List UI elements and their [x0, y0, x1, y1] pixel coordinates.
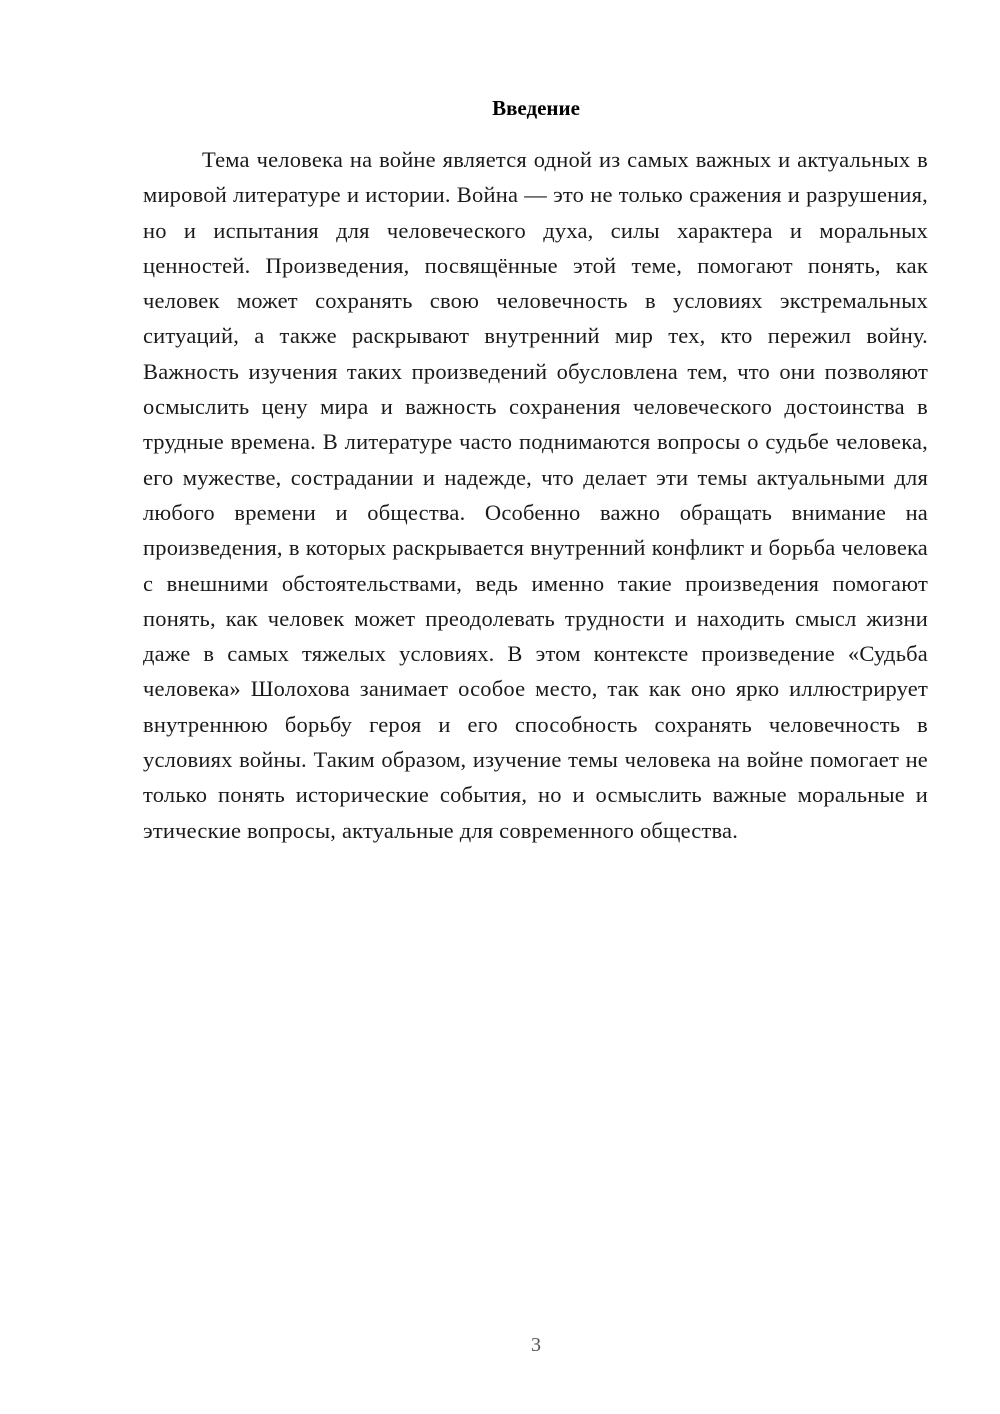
body-paragraph: Тема человека на войне является одной из самых важных и актуальных в мировой литературе и истории. Война — это не только сражения и разрушения, но и испытания для человеческого духа, силы характера и моральных ценностей. Произведения, посвящённые этой теме, помогают понять, как человек может сохранять свою человечность в условиях экстремальных ситуаций, а также раскрывают внутренний мир тех, кто пережил войну. Важность изучения таких произведений обусловлена тем, что они позволяют осмыслить цену мира и важность сохранения человеческого достоинства в трудные времена. В литературе часто поднимаются вопросы о судьбе человека, его мужестве, сострадании и надежде, что делает эти темы актуальными для любого времени и общества. Особенно важно обращать внимание на произведения, в которых раскрывается внутренний конфликт и борьба человека с внешними обстоятельствами, ведь именно такие произведения помогают понять, как человек может преодолевать трудности и находить смысл жизни даже в самых тяжелых условиях. В этом контексте произведение «Судьба человека» Шолохова занимает особое место, так как оно ярко иллюстрирует внутреннюю борьбу героя и его способность сохранять человечность в условиях войны. Таким образом, изучение темы человека на войне помогает не только понять исторические события, но и осмыслить важные моральные и этические вопросы, актуальные для современного общества. — [143, 147, 928, 843]
page-number: 3 — [531, 1334, 541, 1356]
section-heading: Введение — [492, 96, 580, 120]
